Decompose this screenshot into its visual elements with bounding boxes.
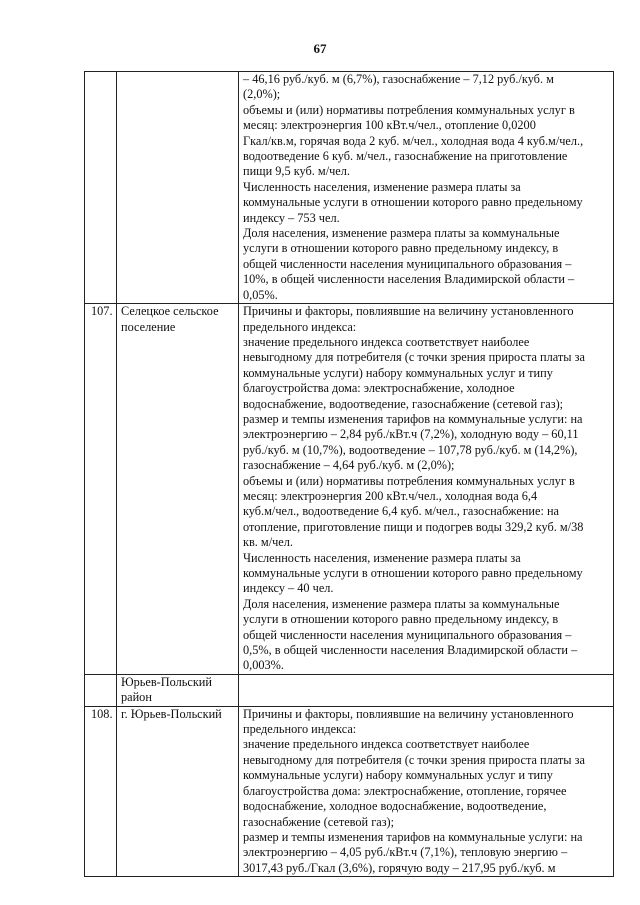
description-line: водоснабжение, холодное водоснабжение, водоотведение, — [243, 799, 547, 814]
description-line: месяц: электроэнергия 200 кВт.ч/чел., холодная вода 6,4 — [243, 488, 538, 503]
description-line: предельного индекса: — [243, 319, 357, 334]
description-line: Причины и факторы, повлиявшие на величину установленного — [243, 304, 574, 319]
description-cell — [239, 72, 614, 304]
row-number-cell — [85, 72, 117, 304]
description-line: услуги в отношении которого равно предельному индексу, в — [243, 612, 559, 627]
description-line: значение предельного индекса соответствует наиболее — [243, 334, 530, 349]
description-line: водоотведение 6 куб. м/чел., газоснабжение на приготовление — [243, 149, 568, 164]
description-line: газоснабжение – 4,64 руб./куб. м (2,0%); — [243, 458, 455, 473]
description-line: (2,0%); — [243, 87, 281, 102]
description-line: 0,5%, в общей численности населения Владимирской области – — [243, 643, 578, 658]
description-line: 0,05%. — [243, 287, 278, 302]
description-line: Доля населения, изменение размера платы за коммунальные — [243, 226, 560, 241]
description-line: – 46,16 руб./куб. м (6,7%), газоснабжение – 7,12 руб./куб. м — [243, 72, 554, 86]
description-line: общей численности населения муниципального образования – — [243, 627, 572, 642]
row-number: 108. — [91, 706, 113, 721]
description-line: благоустройства дома: электроснабжение, отопление, горячее — [243, 783, 567, 798]
description-line: пищи 9,5 куб. м/чел. — [243, 164, 350, 179]
description-line: коммунальные услуги) набору коммунальных услуг и типу — [243, 365, 553, 380]
table-row — [85, 706, 614, 876]
description-cell — [239, 706, 614, 876]
description-line: 10%, в общей численности населения Владимирской области – — [243, 272, 575, 287]
description-line: размер и темпы изменения тарифов на коммунальные услуги: на — [243, 829, 583, 844]
municipality-name-cell — [117, 674, 239, 706]
description-line: невыгодному для потребителя (с точки зрения прироста платы за — [243, 350, 585, 365]
row-number-cell — [85, 304, 117, 675]
municipality-name-cell — [117, 72, 239, 304]
municipality-name-cell — [117, 304, 239, 675]
description-line: Причины и факторы, повлиявшие на величину установленного — [243, 706, 574, 721]
index-table — [84, 71, 614, 877]
description-line: коммунальные услуги в отношении которого равно предельному — [243, 566, 583, 580]
description-line: индексу – 753 чел. — [243, 210, 340, 225]
row-number: 107. — [91, 304, 113, 319]
table-row — [85, 674, 614, 706]
description-line: предельного индекса: — [243, 722, 357, 737]
description-line: 0,003%. — [243, 658, 284, 673]
description-line: электроэнергию – 2,84 руб./кВт.ч (7,2%), холодную воду – 60,11 — [243, 427, 579, 442]
description-line: благоустройства дома: электроснабжение, холодное — [243, 381, 515, 396]
description-line: объемы и (или) нормативы потребления коммунальных услуг в — [243, 102, 575, 117]
description-line: общей численности населения муниципального образования – — [243, 256, 572, 271]
description-line: коммунальные услуги) набору коммунальных услуг и типу — [243, 768, 553, 783]
table-row — [85, 72, 614, 304]
description-line: Доля населения, изменение размера платы за коммунальные — [243, 596, 560, 611]
description-cell — [239, 674, 614, 706]
description-line: услуги в отношении которого равно предельному индексу, в — [243, 241, 559, 256]
description-line: куб.м/чел., водоотведение 6,4 куб. м/чел., газоснабжение: на — [243, 504, 560, 519]
description-line: Гкал/кв.м, горячая вода 2 куб. м/чел., холодная вода 4 куб.м/чел., — [243, 133, 584, 148]
row-number-cell — [85, 706, 117, 876]
page-number: 67 — [313, 41, 327, 56]
table-row — [85, 304, 614, 675]
description-line: электроэнергию – 4,05 руб./кВт.ч (7,1%), тепловую энергию – — [243, 845, 568, 860]
description-line: месяц: электроэнергия 100 кВт.ч/чел., отопление 0,0200 — [243, 118, 536, 133]
municipality-name-line: поселение — [121, 319, 176, 334]
description-cell — [239, 304, 614, 675]
municipality-name-line: Юрьев-Польский — [121, 674, 212, 689]
municipality-name-cell — [117, 706, 239, 876]
row-number-cell — [85, 674, 117, 706]
description-line: кв. м/чел. — [243, 535, 293, 550]
description-line: объемы и (или) нормативы потребления коммунальных услуг в — [243, 473, 575, 488]
municipality-name-line: Селецкое сельское — [121, 304, 219, 319]
description-line: значение предельного индекса соответствует наиболее — [243, 737, 530, 752]
description-line: водоснабжение, водоотведение, газоснабжение (сетевой газ); — [243, 396, 564, 411]
description-line: невыгодному для потребителя (с точки зрения прироста платы за — [243, 752, 585, 767]
municipality-name-line: район — [121, 690, 152, 705]
description-line: газоснабжение (сетевой газ); — [243, 814, 395, 829]
description-line: размер и темпы изменения тарифов на коммунальные услуги: на — [243, 411, 583, 426]
description-line: 3017,43 руб./Гкал (3,6%), горячую воду – 217,95 руб./куб. м — [243, 860, 556, 875]
description-line: отопление, приготовление пищи и подогрев воды 329,2 куб. м/38 — [243, 519, 584, 534]
description-line: индексу – 40 чел. — [243, 581, 334, 596]
municipality-name-line: г. Юрьев-Польский — [121, 706, 222, 721]
description-line: коммунальные услуги в отношении которого равно предельному — [243, 195, 583, 210]
description-line: Численность населения, изменение размера платы за — [243, 550, 521, 565]
description-line: руб./куб. м (10,7%), водоотведение – 107,78 руб./куб. м (14,2%), — [243, 442, 578, 457]
description-line: Численность населения, изменение размера платы за — [243, 179, 521, 194]
